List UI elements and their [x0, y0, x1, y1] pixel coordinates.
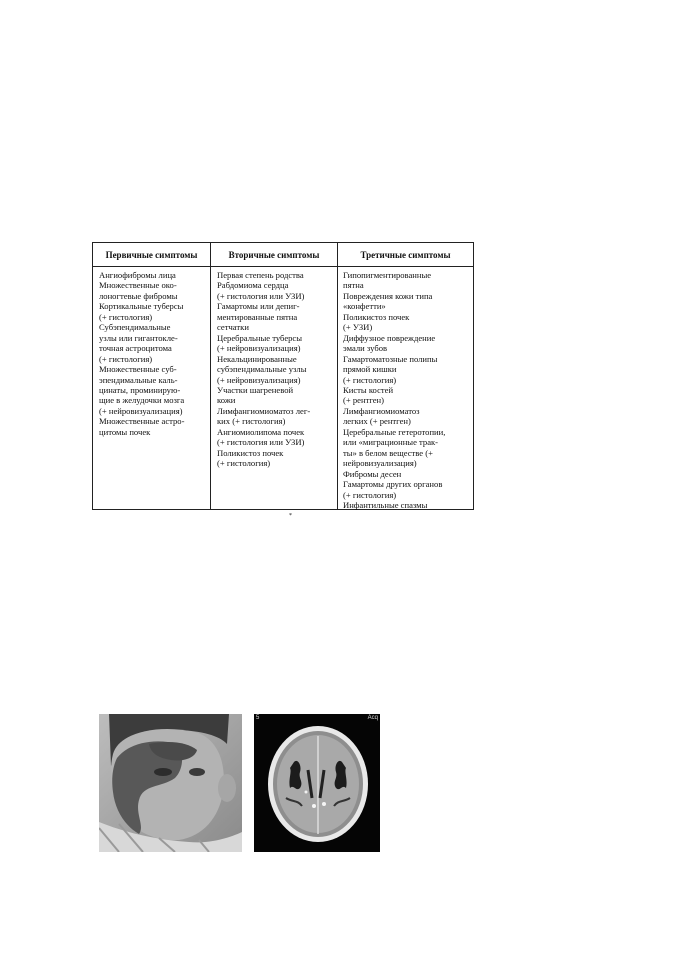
tertiary-symptoms-cell [338, 267, 473, 510]
symptoms-table [92, 242, 474, 519]
secondary-symptoms-cell [211, 267, 338, 510]
ct-label-right: Acq [367, 715, 378, 721]
patient-face-photo [99, 714, 242, 852]
footnote-mark: * [289, 513, 292, 519]
brain-ct-scan [254, 714, 380, 852]
primary-symptoms-text: Ангиофибромы лица Множественные око- лоногтевые фибромы Кортикальные туберсы (+ гистология) Субэпендимальные узлы или гигантокле- точная астроцитома (+ гистология) Множественные суб- эпендимальные каль- цинаты, проминирую- щие в желудочки мозга (+ нейровизуализация) Множественные астро- цитомы почек [99, 270, 185, 437]
header-primary: Первичные симптомы [93, 243, 211, 267]
header-tertiary: Третичные симптомы [338, 243, 473, 267]
ct-label-left: 5 [256, 715, 260, 721]
secondary-symptoms-text: Первая степень родства Рабдомиома сердца (+ гистология или УЗИ) Гамартомы или депиг- ментированные пятна сетчатки Церебральные туберсы (+ нейровизуализация) Некальцинированные субэпендимальные узлы (+ нейровизуализация) Участки шагреневой кожи Лимфангиомиоматоз лег- ких (+ гистология) Ангиомиолипома почек (+ гистология или УЗИ) Поликистоз почек (+ гистология) [217, 270, 311, 469]
tertiary-symptoms-text: Гипопигментированные пятна Повреждения кожи типа «конфетти» Поликистоз почек (+ УЗИ) Диффузное повреждение эмали зубов Гамартоматозные полипы прямой кишки (+ гистология) Кисты костей (+ рентген) Лимфангиомиоматоз легких (+ рентген) Церебральные гетеротопии, или «миграционные трак- ты» в белом веществе (+ нейровизуализация) Фибромы десен Гамартомы других органов (+ гистология) Инфантильные спазмы [343, 270, 446, 510]
header-secondary: Вторичные симптомы [211, 243, 338, 267]
